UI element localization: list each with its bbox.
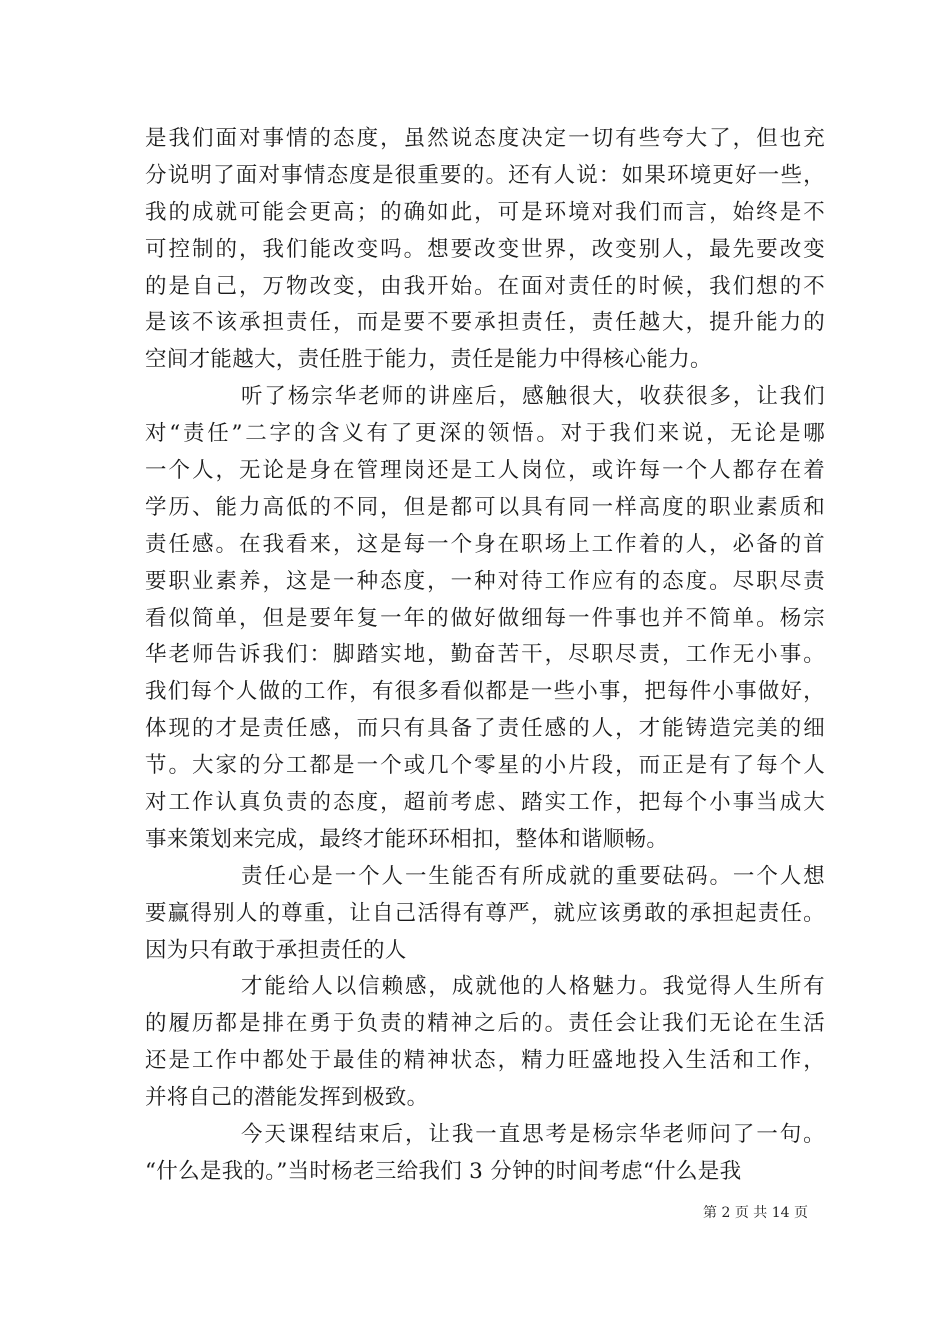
text-line: 一个人，无论是身在管理岗还是工人岗位，或许每一个人都存在着 [145, 458, 825, 484]
text-line: 学历、能力高低的不同，但是都可以具有同一样高度的职业素质和 [145, 494, 825, 520]
text-line: 还是工作中都处于最佳的精神状态，精力旺盛地投入生活和工作， [145, 1048, 825, 1074]
paragraph-start-line: 今天课程结束后，让我一直思考是杨宗华老师问了一句。 [241, 1122, 825, 1148]
text-line: 并将自己的潜能发挥到极致。 [145, 1085, 429, 1111]
text-line: 对“责任”二字的含义有了更深的领悟。对于我们来说，无论是哪 [145, 421, 825, 447]
text-line: 我们每个人做的工作，有很多看似都是一些小事，把每件小事做好， [145, 679, 825, 705]
body-text [145, 121, 825, 1191]
text-line: 我的成就可能会更高；的确如此，可是环境对我们而言，始终是不 [145, 199, 825, 225]
paragraph-start-line: 才能给人以信赖感，成就他的人格魅力。我觉得人生所有 [241, 974, 825, 1000]
page-number-footer: 第 2 页 共 14 页 [703, 1205, 808, 1221]
paragraph-start-line: 责任心是一个人一生能否有所成就的重要砝码。一个人想 [241, 863, 825, 889]
text-line: 是该不该承担责任，而是要不要承担责任，责任越大，提升能力的 [145, 310, 825, 336]
text-line: 空间才能越大，责任胜于能力，责任是能力中得核心能力。 [145, 347, 712, 373]
text-line: 是我们面对事情的态度，虽然说态度决定一切有些夸大了，但也充 [145, 126, 825, 151]
text-line: 可控制的，我们能改变吗。想要改变世界，改变别人，最先要改变 [145, 236, 825, 262]
text-line: 对工作认真负责的态度，超前考虑、踏实工作，把每个小事当成大 [145, 790, 825, 816]
text-line: “什么是我的。”当时杨老三给我们 3 分钟的时间考虑“什么是我 [145, 1158, 742, 1184]
text-line: 要职业素养，这是一种态度，一种对待工作应有的态度。尽职尽责 [145, 568, 825, 594]
text-line: 的履历都是排在勇于负责的精神之后的。责任会让我们无论在生活 [145, 1011, 825, 1037]
text-line: 的是自己，万物改变，由我开始。在面对责任的时候，我们想的不 [145, 273, 825, 299]
text-line: 华老师告诉我们：脚踏实地，勤奋苦干，尽职尽责，工作无小事。 [145, 642, 825, 668]
text-line: 责任感。在我看来，这是每一个身在职场上工作着的人，必备的首 [145, 531, 825, 557]
text-line: 因为只有敢于承担责任的人 [145, 937, 407, 963]
paragraph-start-line: 听了杨宗华老师的讲座后，感触很大，收获很多，让我们 [241, 384, 825, 410]
text-line: 分说明了面对事情态度是很重要的。还有人说：如果环境更好一些， [145, 162, 825, 188]
text-line: 看似简单，但是要年复一年的做好做细每一件事也并不简单。杨宗 [145, 605, 825, 631]
text-line: 体现的才是责任感，而只有具备了责任感的人，才能铸造完美的细 [145, 716, 825, 742]
text-line: 节。大家的分工都是一个或几个零星的小片段，而正是有了每个人 [145, 753, 825, 779]
text-line: 事来策划来完成，最终才能环环相扣，整体和谐顺畅。 [145, 826, 669, 852]
text-line: 要赢得别人的尊重，让自己活得有尊严，就应该勇敢的承担起责任。 [145, 900, 825, 926]
